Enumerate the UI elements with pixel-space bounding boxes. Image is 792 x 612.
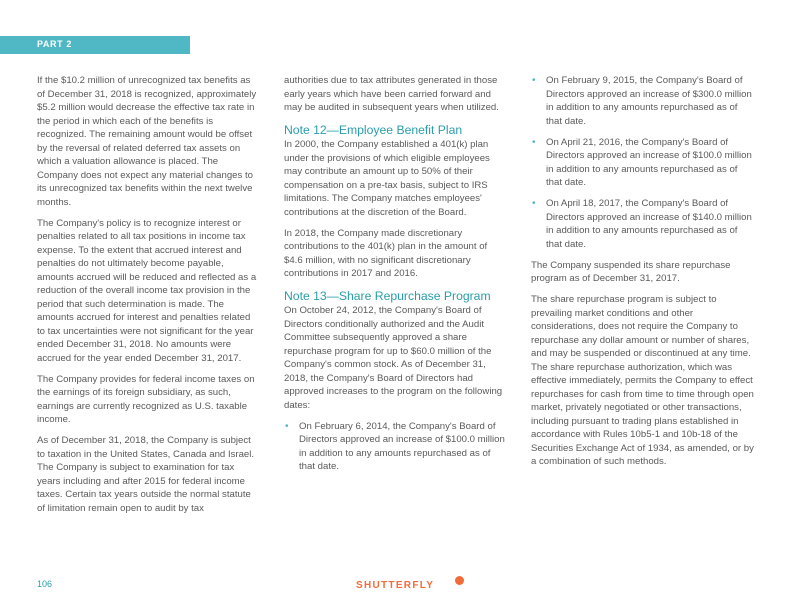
note-12-heading: Note 12—Employee Benefit Plan: [284, 123, 463, 137]
list-item: [284, 420, 506, 474]
note-12-paragraph: In 2018, the Company made discretionary contributions to the 401(k) plan in the amount of $4.6 million, with no significant discretionary contributions in 2017 and 2016.: [284, 227, 488, 279]
column-left: [37, 74, 259, 523]
column-right: [531, 74, 755, 476]
tax-paragraph: The Company's policy is to recognize interest or penalties related to all tax positions in income tax expense. To the extent that accrued interest and penalties do not ultimately become payable, amounts accrued will be reduced and reflected as a reduction of the overall income tax provision in the period that such determination is made. The amounts accrued for interest and penalties related to tax uncertainties were not significant for the year ended December 31, 2018. No amounts were accrued for the year ended December 31, 2017.: [37, 217, 257, 364]
brand-name: SHUTTERFLY: [356, 580, 435, 591]
bullet-icon: •: [285, 420, 289, 432]
list-item-text: On February 6, 2014, the Company's Board of Directors approved an increase of $100.0 million in addition to any amounts repurchased as of that date.: [299, 420, 505, 472]
repurchase-list: [284, 420, 506, 474]
list-item: [531, 136, 755, 190]
tax-paragraph-continued: authorities due to tax attributes generated in those early years which have been carried forward and may be audited in subsequent years when utilized.: [284, 75, 499, 113]
bullet-icon: •: [532, 75, 536, 86]
note-12-paragraph: In 2000, the Company established a 401(k) plan under the provisions of which eligible employees may contribute an amount up to 50% of their compensation on a pre-tax basis, subject to IRS limitations. The Company matches employees' contributions at the discretion of the Board.: [284, 139, 490, 218]
column-middle: [284, 74, 506, 481]
tax-paragraph: As of December 31, 2018, the Company is subject to taxation in the United States, Canada and Israel. The Company is subject to examination for tax years including and after 2015 for federal income taxes. Certain tax years outside the normal statute of limitation remain open to audit by tax: [37, 435, 255, 514]
list-item-text: On April 21, 2016, the Company's Board of Directors approved an increase of $100.0 million in addition to any amounts repurchased as of that date.: [546, 136, 752, 188]
list-item-text: On February 9, 2015, the Company's Board of Directors approved an increase of $300.0 million in addition to any amounts repurchased as of that date.: [546, 75, 752, 127]
page-number: 106: [37, 579, 53, 589]
part-label: PART 2: [37, 39, 72, 49]
repurchase-paragraph: The Company suspended its share repurchase program as of December 31, 2017.: [531, 259, 731, 284]
tax-paragraph: The Company provides for federal income taxes on the earnings of its foreign subsidiary, as such, earnings are currently recognized as U.S. taxable income.: [37, 373, 255, 425]
bullet-icon: •: [532, 136, 536, 148]
repurchase-paragraph: The share repurchase program is subject to prevailing market conditions and other considerations, does not require the Company to repurchase any dollar amount or number of shares, and may be suspended or discontinued at any time. The share repurchase authorization, which was effective immediately, permits the Company to effect repurchases for cash from time to time through open market, privately negotiated or other transactions, including pursuant to trading plans established in accordance with Rules 10b5-1 and 10b-18 of the Securities Exchange Act of 1934, as amended, or by a combination of such methods.: [531, 294, 754, 467]
repurchase-list: [531, 74, 755, 251]
note-13-heading: Note 13—Share Repurchase Program: [284, 289, 491, 303]
tax-paragraph: If the $10.2 million of unrecognized tax benefits as of December 31, 2018 is recognized, approximately $5.2 million would decrease the effective tax rate in the period in which each of the benefits is recognized. The remaining amount would be offset by the reversal of related deferred tax assets on which a valuation allowance is placed. The Company does not expect any material changes to its unrecognized tax benefits within the next twelve months.: [37, 75, 257, 208]
brand-logo: [356, 575, 476, 589]
brand-badge-icon: [455, 576, 464, 585]
note-13-paragraph: On October 24, 2012, the Company's Board of Directors conditionally authorized and the Audit Committee subsequently approved a share repurchase program for up to $60.0 million of the Company's common stock. As of December 31, 2018, the Company's Board of Directors had approved increases to the program on the following dates:: [284, 305, 503, 411]
bullet-icon: •: [532, 198, 536, 209]
list-item: [531, 74, 755, 128]
section-banner: [0, 36, 190, 54]
list-item: [531, 197, 755, 251]
list-item-text: On April 18, 2017, the Company's Board of Directors approved an increase of $140.0 million in addition to any amounts repurchased as of that date.: [546, 198, 752, 250]
